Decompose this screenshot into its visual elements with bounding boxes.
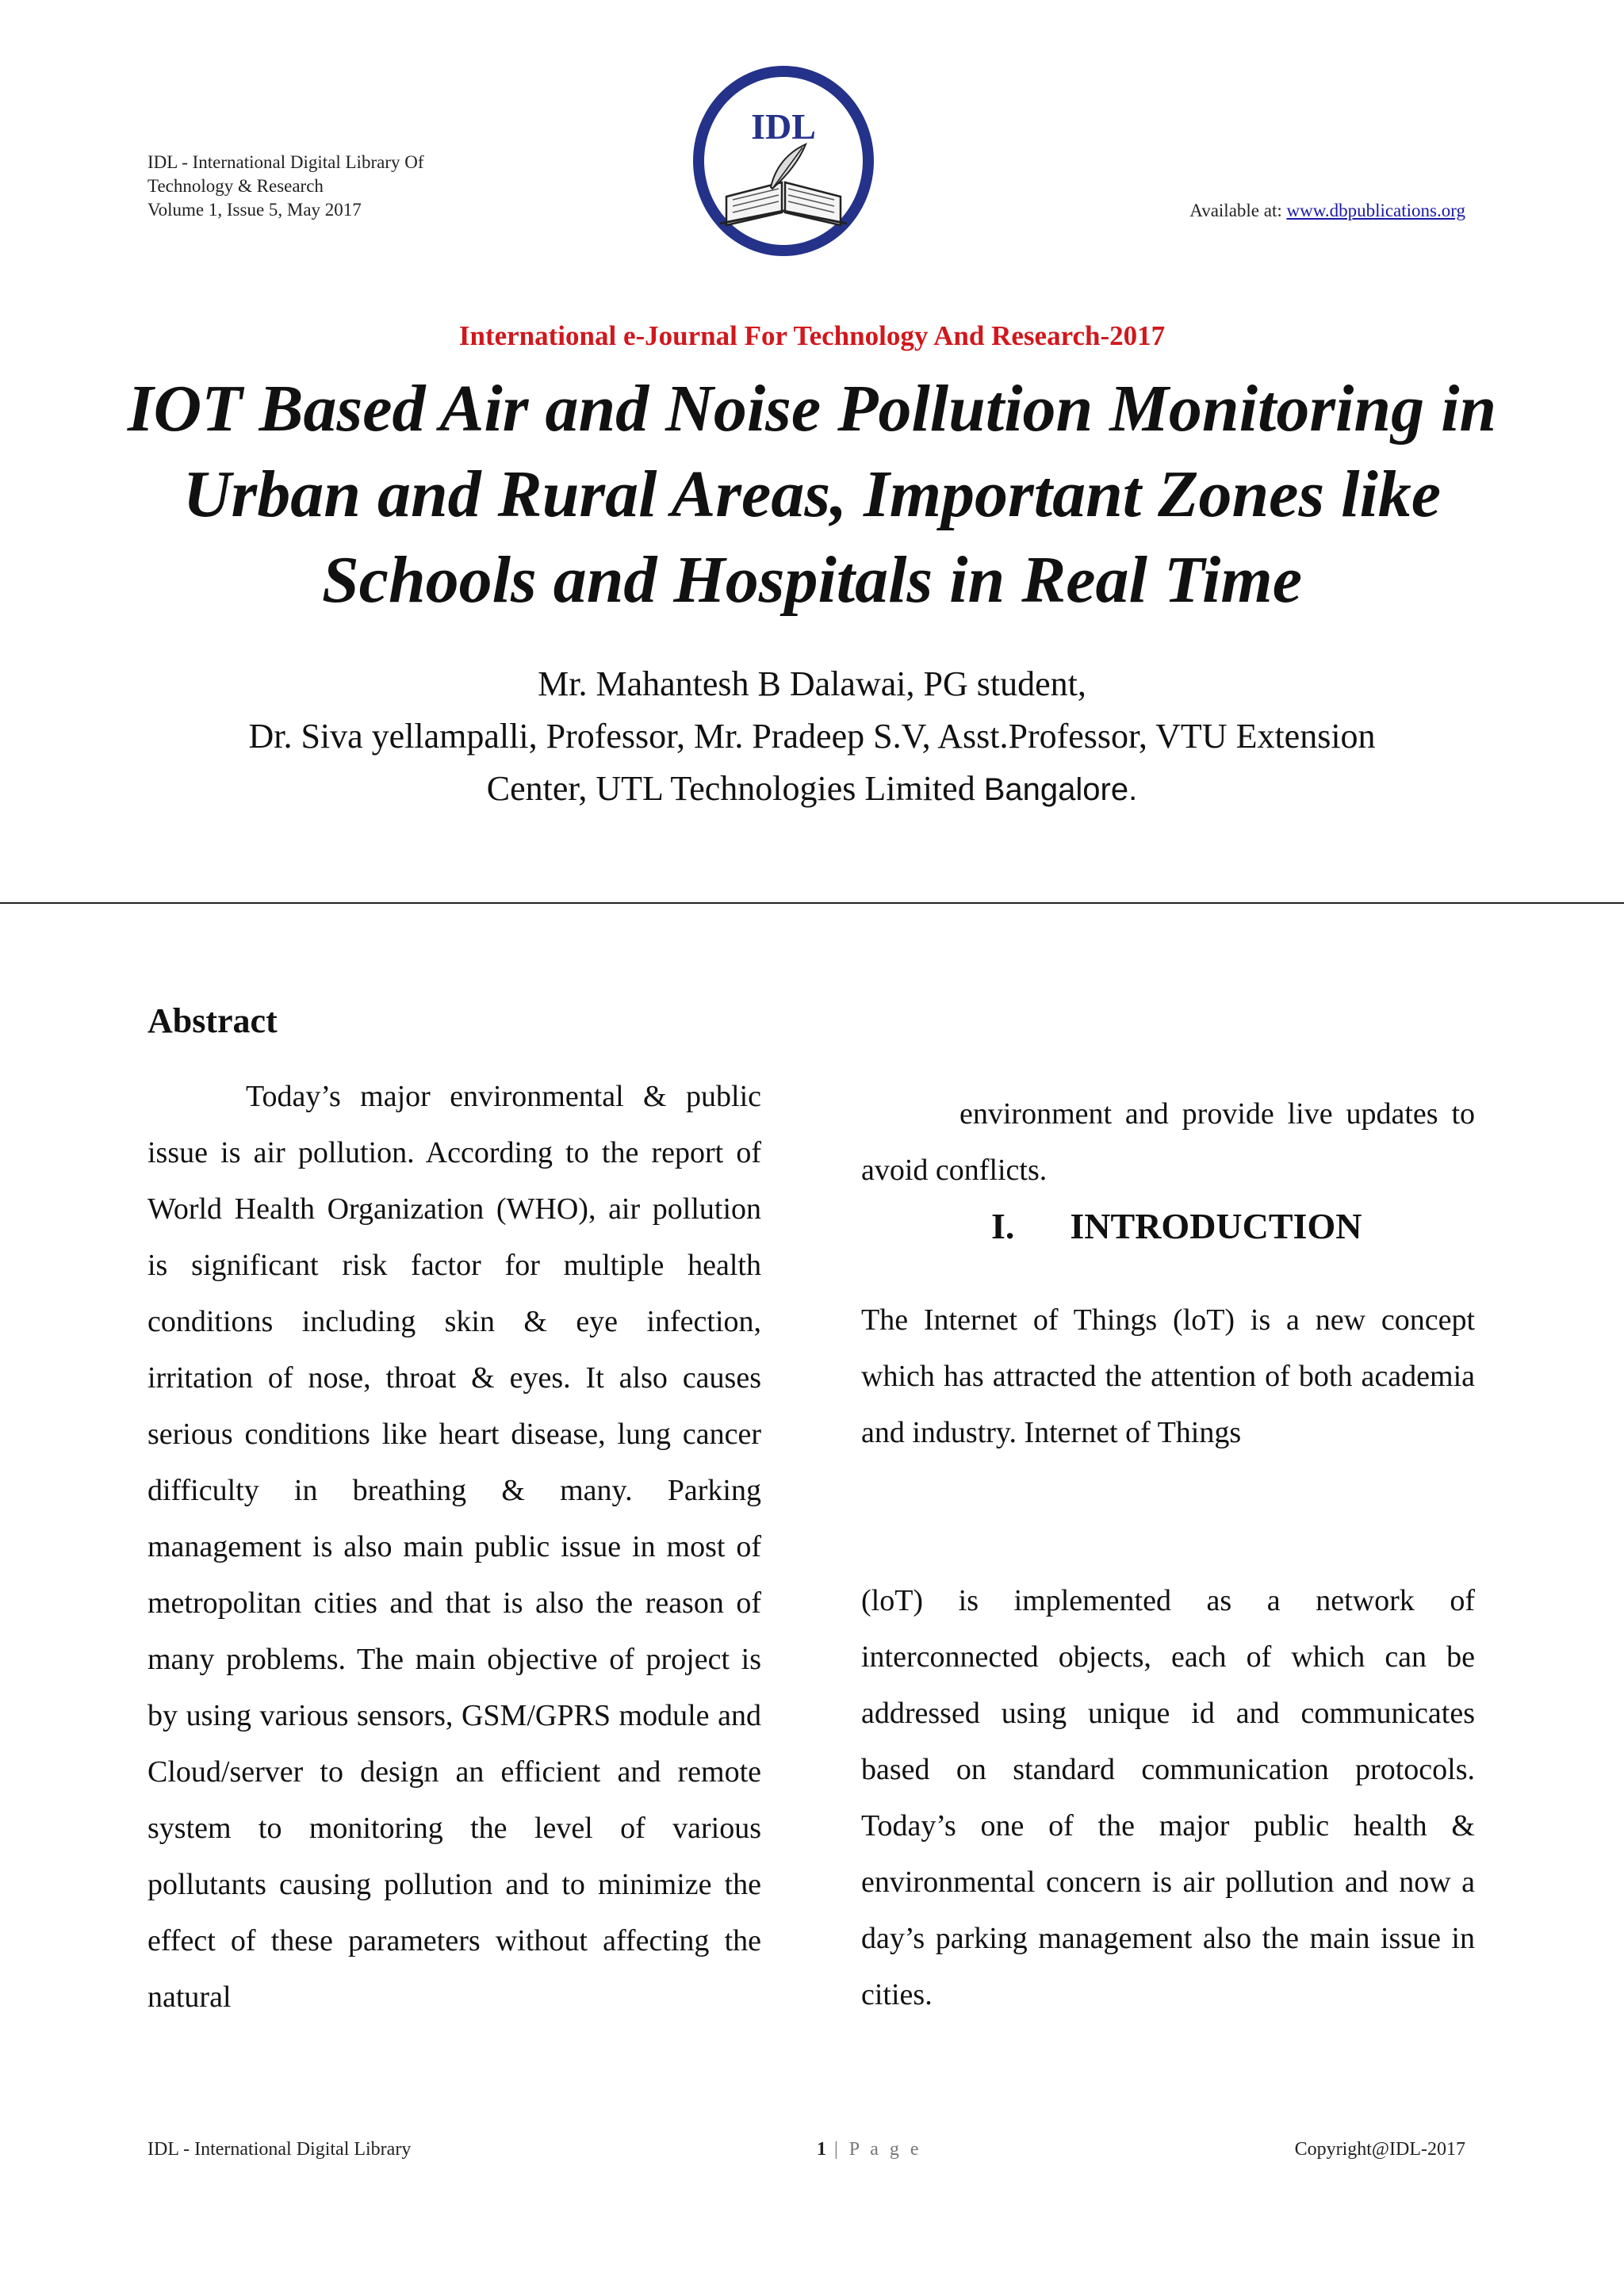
page-number: 1: [817, 2139, 826, 2160]
author-line: Mr. Mahantesh B Dalawai, PG student,: [538, 664, 1086, 703]
author-line: Dr. Siva yellampalli, Professor, Mr. Pradeep S.V, Asst.Professor, VTU Extension: [248, 717, 1376, 756]
journal-title: International e-Journal For Technology And Research-2017: [458, 320, 1166, 351]
author-line: [111, 763, 1513, 816]
header-left: [147, 151, 424, 222]
logo-text: IDL: [751, 106, 816, 147]
footer-right: Copyright@IDL-2017: [1294, 2139, 1465, 2160]
header-line: IDL - International Digital Library Of: [147, 152, 424, 172]
abstract-heading: Abstract: [147, 1001, 278, 1040]
page-indicator: [817, 2139, 922, 2160]
header-right: [1189, 201, 1465, 221]
section-number: I.: [991, 1206, 1015, 1246]
title-divider: [0, 902, 1624, 904]
abstract-text: Today’s major environmental & public issue is air pollution. According to the report of World Health Organization (WHO), air pollution is significant risk factor for multiple health conditions including skin & eye infection, irritation of nose, throat & eyes. It also causes serious conditions like heart disease, lung cancer difficulty in breathing & many. Parking management is also main public issue in most of metropolitan cities and that is also the reason of many problems. The main objective of project is by using various sensors, GSM/GPRS module and Cloud/server to design an efficient and remote system to monitoring the level of various pollutants causing pollution and to minimize the effect of these parameters without affecting the natural: [147, 1080, 761, 2014]
introduction-heading: [991, 1205, 1362, 1247]
page-label: | P a g e: [826, 2139, 922, 2160]
intro-paragraph-1: The Internet of Things (loT) is a new concept which has attracted the attention of both academia and industry. Internet of Things: [861, 1303, 1475, 1449]
authors: [111, 658, 1513, 816]
abstract-continuation: environment and provide live updates to avoid conflicts.: [861, 1097, 1475, 1187]
header-line: Volume 1, Issue 5, May 2017: [147, 200, 362, 220]
footer-left: IDL - International Digital Library: [147, 2139, 412, 2160]
header-line: Technology & Research: [147, 176, 324, 196]
paper-title: IOT Based Air and Noise Pollution Monitoring in Urban and Rural Areas, Important Zones like Schools and Hospitals in Real Time: [127, 372, 1497, 617]
publication-link[interactable]: www.dbpublications.org: [1286, 201, 1465, 220]
available-label: Available at:: [1189, 201, 1287, 220]
idl-logo: [688, 62, 879, 260]
intro-paragraph-2: (loT) is implemented as a network of interconnected objects, each of which can be addressed using unique id and communicates based on standard communication protocols. Today’s one of the major public health & environmental concern is air pollution and now a day’s parking management also the main issue in cities.: [861, 1584, 1475, 2011]
affiliation: Center, UTL Technologies Limited: [486, 769, 984, 808]
affiliation-city: Bangalore.: [983, 772, 1138, 807]
section-title: INTRODUCTION: [1070, 1206, 1362, 1246]
idl-logo-icon: [688, 62, 879, 260]
